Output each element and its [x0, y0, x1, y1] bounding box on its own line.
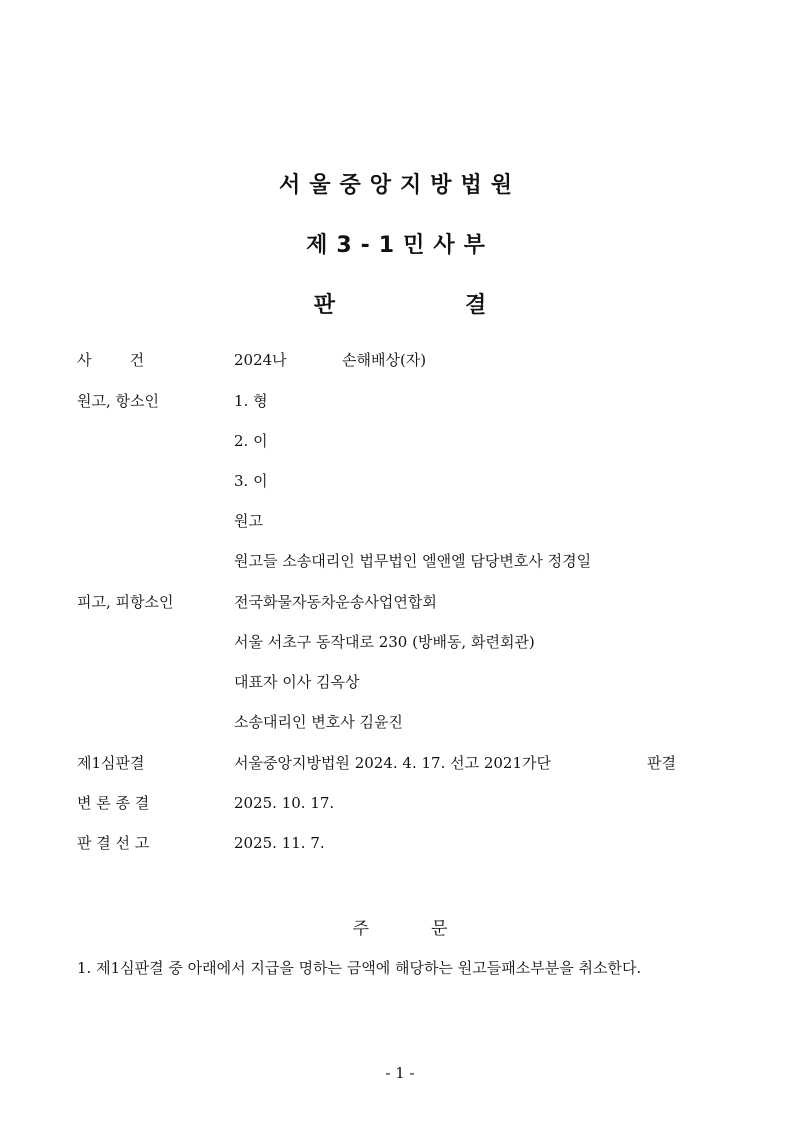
- plaintiff-1: 1. 형: [234, 392, 268, 410]
- hearing-closed-label: 변 론 종 결: [77, 794, 150, 812]
- case-row-plaintiff-3: [0, 469, 800, 493]
- case-number: 2024나: [234, 351, 287, 369]
- defendant-counsel: 소송대리인 변호사 김윤진: [234, 713, 403, 731]
- page-number: - 1 -: [385, 1064, 415, 1082]
- judgment-date-label: 판 결 선 고: [77, 834, 150, 852]
- order-heading-left: 주: [352, 919, 369, 939]
- case-label: 사 건: [77, 351, 145, 369]
- case-row-plaintiff-note: [0, 509, 800, 533]
- doc-type-right: 결: [465, 293, 487, 318]
- order-heading: [0, 914, 800, 939]
- case-row-plaintiff-2: [0, 429, 800, 453]
- case-row-plaintiff-counsel: [0, 549, 800, 573]
- defendant-name: 전국화물자동차운송사업연합회: [234, 593, 437, 611]
- plaintiff-label: 원고, 항소인: [77, 392, 159, 410]
- plaintiff-3: 3. 이: [234, 472, 268, 490]
- defendant-address: 서울 서초구 동작대로 230 (방배동, 화련회관): [234, 633, 535, 651]
- first-instance-suffix: 판결: [647, 754, 676, 772]
- judgment-date: 2025. 11. 7.: [234, 834, 325, 852]
- document-type-title: [0, 288, 800, 319]
- case-row-defendant-address: [0, 630, 800, 654]
- court-name: 서울중앙지방법원: [278, 173, 522, 198]
- plaintiff-note: 원고: [234, 512, 263, 530]
- case-row-defendant: [0, 590, 800, 614]
- case-name: 손해배상(자): [342, 351, 427, 369]
- case-row-plaintiff: [0, 389, 800, 413]
- order-item-1: 1. 제1심판결 중 아래에서 지급을 명하는 금액에 해당하는 원고들패소부분을 취소한다.: [77, 959, 642, 977]
- case-row-hearing-closed: [0, 791, 800, 815]
- case-row-defendant-representative: [0, 670, 800, 694]
- plaintiff-counsel: 원고들 소송대리인 법무법인 엘앤엘 담당변호사 정경일: [234, 552, 592, 570]
- first-instance-judgment: 서울중앙지방법원 2024. 4. 17. 선고 2021가단: [234, 754, 552, 772]
- case-row-defendant-counsel: [0, 710, 800, 734]
- plaintiff-2: 2. 이: [234, 432, 268, 450]
- defendant-representative: 대표자 이사 김옥상: [234, 673, 360, 691]
- case-row-case-number: [0, 348, 800, 372]
- order-heading-right: 문: [431, 919, 448, 939]
- first-instance-label: 제1심판결: [77, 754, 145, 772]
- doc-type-left: 판: [313, 293, 335, 318]
- hearing-closed-date: 2025. 10. 17.: [234, 794, 335, 812]
- case-row-judgment-date: [0, 831, 800, 855]
- division-name: 제3-1민사부: [306, 233, 494, 258]
- defendant-label: 피고, 피항소인: [77, 593, 174, 611]
- case-row-first-instance: [0, 751, 800, 775]
